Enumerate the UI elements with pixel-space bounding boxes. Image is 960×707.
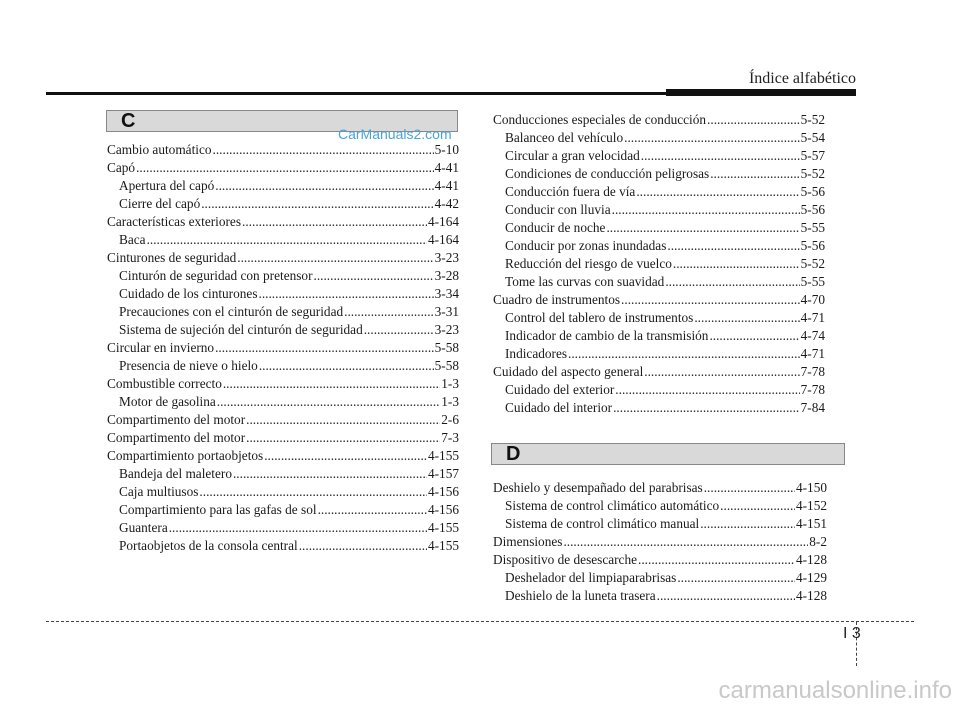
index-leader-dots	[667, 237, 799, 255]
index-entry-page: 7-78	[800, 382, 825, 397]
index-entry-page: 4-71	[800, 346, 825, 361]
index-entry	[493, 587, 827, 605]
index-leader-dots	[700, 515, 795, 533]
index-entry	[107, 195, 459, 213]
index-entry-text: Sistema de control climático automático	[505, 498, 720, 513]
index-entry	[107, 447, 459, 465]
index-entry	[493, 129, 825, 147]
index-entry-text: Bandeja del maletero	[119, 466, 232, 481]
index-entry-page: 4-42	[434, 196, 459, 211]
header-rule-accent	[666, 89, 856, 96]
index-entry-page: 3-23	[434, 322, 459, 337]
index-entry	[107, 537, 459, 555]
index-entry	[107, 159, 459, 177]
index-entry	[107, 231, 459, 249]
index-entry-page: 7-78	[800, 364, 825, 379]
page-number: I 3	[843, 625, 861, 642]
index-leader-dots	[673, 255, 800, 273]
index-entry-page: 4-164	[427, 232, 459, 247]
index-entry	[493, 255, 825, 273]
index-entry	[493, 273, 825, 291]
index-entry	[107, 213, 459, 231]
index-entry-text: Cuidado del interior	[505, 400, 613, 415]
index-leader-dots	[624, 129, 799, 147]
index-leader-dots	[709, 327, 799, 345]
index-entry	[107, 393, 459, 411]
index-entry-text: Deshielo y desempañado del parabrisas	[493, 480, 703, 495]
index-leader-dots	[621, 291, 800, 309]
index-entry-page: 3-28	[434, 268, 459, 283]
index-leader-dots	[213, 141, 434, 159]
index-entry-page: 5-58	[434, 340, 459, 355]
index-entry-page: 4-41	[434, 160, 459, 175]
index-entry-text: Características exteriores	[107, 214, 242, 229]
index-entry-page: 4-70	[800, 292, 825, 307]
index-leader-dots	[657, 587, 795, 605]
index-entry-text: Indicadores	[505, 346, 568, 361]
index-entry-page: 4-155	[427, 538, 459, 553]
index-entry-page: 5-54	[800, 130, 825, 145]
index-entry	[493, 111, 825, 129]
index-entry-text: Dispositivo de desescarche	[493, 552, 638, 567]
index-leader-dots	[606, 219, 799, 237]
index-entry-page: 8-2	[809, 534, 827, 549]
index-leader-dots	[299, 537, 427, 555]
index-entry-text: Cuidado del exterior	[505, 382, 615, 397]
index-entry-page: 4-129	[795, 570, 827, 585]
index-entry-page: 4-155	[427, 520, 459, 535]
index-entry-text: Tome las curvas con suavidad	[505, 274, 665, 289]
index-entry	[493, 381, 825, 399]
index-leader-dots	[237, 249, 433, 267]
index-entry-text: Conducir por zonas inundadas	[505, 238, 667, 253]
index-entry-text: Sistema de control climático manual	[505, 516, 700, 531]
index-entry-page: 5-56	[800, 202, 825, 217]
index-entry	[493, 551, 827, 569]
index-entry-text: Guantera	[119, 520, 168, 535]
index-leader-dots	[694, 309, 799, 327]
index-entry-text: Cierre del capó	[119, 196, 201, 211]
index-leader-dots	[199, 483, 427, 501]
index-entry-page: 5-52	[800, 166, 825, 181]
index-entry-page: 5-55	[800, 220, 825, 235]
index-entry	[493, 219, 825, 237]
index-entry-text: Capó	[107, 160, 136, 175]
index-leader-dots	[615, 381, 799, 399]
index-entry-text: Compartimento del motor	[107, 430, 246, 445]
index-entry-text: Cinturones de seguridad	[107, 250, 237, 265]
index-entry-page: 4-128	[795, 552, 827, 567]
index-entry-page: 5-52	[800, 112, 825, 127]
index-leader-dots	[636, 183, 799, 201]
index-leader-dots	[644, 363, 799, 381]
index-entry-text: Conducir con lluvia	[505, 202, 611, 217]
index-entry	[107, 285, 459, 303]
index-entry-page: 4-150	[795, 480, 827, 495]
index-entry-text: Deshielo de la luneta trasera	[505, 588, 656, 603]
index-entry-page: 3-34	[434, 286, 459, 301]
index-leader-dots	[314, 267, 434, 285]
index-leader-dots	[612, 201, 800, 219]
index-entry	[493, 291, 825, 309]
section-c-letter: C	[121, 110, 136, 132]
index-entry	[107, 321, 459, 339]
index-leader-dots	[215, 177, 433, 195]
index-entry-text: Cuidado del aspecto general	[493, 364, 644, 379]
index-entry	[493, 237, 825, 255]
index-entry-text: Compartimiento para las gafas de sol	[119, 502, 317, 517]
index-leader-dots	[259, 357, 434, 375]
index-entry	[107, 357, 459, 375]
index-entry-text: Control del tablero de instrumentos	[505, 310, 694, 325]
index-entry-page: 5-56	[800, 238, 825, 253]
index-entry-page: 7-84	[800, 400, 825, 415]
section-d-letter: D	[506, 443, 521, 465]
index-leader-dots	[710, 165, 799, 183]
index-entry-page: 4-151	[795, 516, 827, 531]
index-entry-text: Motor de gasolina	[119, 394, 216, 409]
index-entry-text: Presencia de nieve o hielo	[119, 358, 258, 373]
index-entry	[493, 201, 825, 219]
index-entry-page: 3-31	[434, 304, 459, 319]
index-entry-page: 4-152	[795, 498, 827, 513]
index-entry	[493, 497, 827, 515]
index-leader-dots	[344, 303, 434, 321]
index-entry	[493, 569, 827, 587]
index-entry-page: 5-58	[434, 358, 459, 373]
index-entry-text: Caja multiusos	[119, 484, 199, 499]
index-entry	[107, 465, 459, 483]
index-entry-page: 4-157	[427, 466, 459, 481]
index-entry-text: Conducción fuera de vía	[505, 184, 636, 199]
index-leader-dots	[201, 195, 433, 213]
index-entry	[493, 165, 825, 183]
index-leader-dots	[215, 339, 434, 357]
index-entry	[107, 303, 459, 321]
index-entry-page: 4-164	[427, 214, 459, 229]
index-entry-text: Sistema de sujeción del cinturón de seguridad	[119, 322, 363, 337]
index-entry-text: Deshelador del limpiaparabrisas	[505, 570, 677, 585]
index-entry-page: 5-56	[800, 184, 825, 199]
index-entry-text: Indicador de cambio de la transmisión	[505, 328, 709, 343]
index-entry-page: 5-55	[800, 274, 825, 289]
index-leader-dots	[563, 533, 808, 551]
index-entry	[493, 183, 825, 201]
index-leader-dots	[147, 231, 427, 249]
index-entry	[493, 327, 825, 345]
index-entry-page: 2-6	[441, 412, 459, 427]
index-leader-dots	[677, 569, 795, 587]
index-entry-text: Compartimento del motor	[107, 412, 246, 427]
index-entry	[493, 363, 825, 381]
index-entry-page: 4-74	[800, 328, 825, 343]
index-leader-dots	[246, 429, 440, 447]
index-entry-page: 7-3	[441, 430, 459, 445]
index-entry-text: Conducciones especiales de conducción	[493, 112, 707, 127]
index-entry-page: 1-3	[441, 376, 459, 391]
index-entry-page: 5-52	[800, 256, 825, 271]
index-entry	[107, 141, 459, 159]
footer-rule	[46, 621, 914, 622]
index-leader-dots	[169, 519, 427, 537]
index-entry-page: 1-3	[441, 394, 459, 409]
index-entry	[493, 479, 827, 497]
index-entry-page: 4-156	[427, 502, 459, 517]
index-leader-dots	[641, 147, 800, 165]
index-entry-text: Precauciones con el cinturón de seguridad	[119, 304, 344, 319]
page-header-title: Índice alfabético	[748, 70, 856, 87]
index-entry-text: Dimensiones	[493, 534, 563, 549]
index-entry-text: Baca	[119, 232, 146, 247]
index-entry-page: 4-156	[427, 484, 459, 499]
index-entry-text: Combustible correcto	[107, 376, 222, 391]
index-leader-dots	[223, 375, 440, 393]
index-leader-dots	[704, 479, 795, 497]
index-entry	[107, 501, 459, 519]
index-leader-dots	[720, 497, 795, 515]
index-entry-page: 5-10	[434, 142, 459, 157]
index-entry-text: Balanceo del vehículo	[505, 130, 624, 145]
index-entry-text: Circular en invierno	[107, 340, 215, 355]
index-entry	[107, 429, 459, 447]
index-entry	[107, 375, 459, 393]
index-entry	[107, 411, 459, 429]
index-leader-dots	[264, 447, 427, 465]
index-entry-text: Apertura del capó	[119, 178, 215, 193]
watermark-top: CarManuals2.com	[338, 126, 452, 142]
index-leader-dots	[242, 213, 427, 231]
index-entry-page: 3-23	[434, 250, 459, 265]
index-leader-dots	[568, 345, 800, 363]
index-entry	[107, 177, 459, 195]
index-entry-text: Cambio automático	[107, 142, 212, 157]
section-d-header	[491, 443, 845, 465]
index-entry-text: Portaobjetos de la consola central	[119, 538, 298, 553]
index-leader-dots	[613, 399, 800, 417]
index-entry-text: Cuidado de los cinturones	[119, 286, 258, 301]
index-entry-text: Compartimiento portaobjetos	[107, 448, 264, 463]
index-entry-text: Cuadro de instrumentos	[493, 292, 621, 307]
index-entry-text: Conducir de noche	[505, 220, 606, 235]
index-leader-dots	[318, 501, 427, 519]
index-entry	[107, 339, 459, 357]
index-entry	[107, 519, 459, 537]
index-column-right-c	[493, 111, 825, 417]
index-leader-dots	[259, 285, 434, 303]
index-column-left	[107, 141, 459, 555]
index-entry	[493, 399, 825, 417]
index-leader-dots	[638, 551, 795, 569]
index-entry-page: 4-71	[800, 310, 825, 325]
index-entry	[107, 483, 459, 501]
index-leader-dots	[707, 111, 800, 129]
index-entry-page: 4-41	[434, 178, 459, 193]
index-entry-text: Reducción del riesgo de vuelco	[505, 256, 672, 271]
watermark-bottom: carmanualsonline.info	[718, 677, 952, 704]
index-leader-dots	[364, 321, 434, 339]
index-entry-text: Condiciones de conducción peligrosas	[505, 166, 710, 181]
index-entry-page: 4-155	[427, 448, 459, 463]
index-entry	[493, 309, 825, 327]
index-leader-dots	[246, 411, 440, 429]
index-entry	[493, 147, 825, 165]
index-entry	[493, 515, 827, 533]
index-column-right-d	[493, 479, 827, 605]
index-entry-page: 4-128	[795, 588, 827, 603]
index-entry	[493, 345, 825, 363]
index-entry	[107, 249, 459, 267]
index-leader-dots	[665, 273, 799, 291]
index-entry	[107, 267, 459, 285]
index-entry-text: Cinturón de seguridad con pretensor	[119, 268, 313, 283]
index-leader-dots	[233, 465, 427, 483]
index-entry-text: Circular a gran velocidad	[505, 148, 640, 163]
index-leader-dots	[136, 159, 434, 177]
index-entry	[493, 533, 827, 551]
index-leader-dots	[217, 393, 441, 411]
index-entry-page: 5-57	[800, 148, 825, 163]
